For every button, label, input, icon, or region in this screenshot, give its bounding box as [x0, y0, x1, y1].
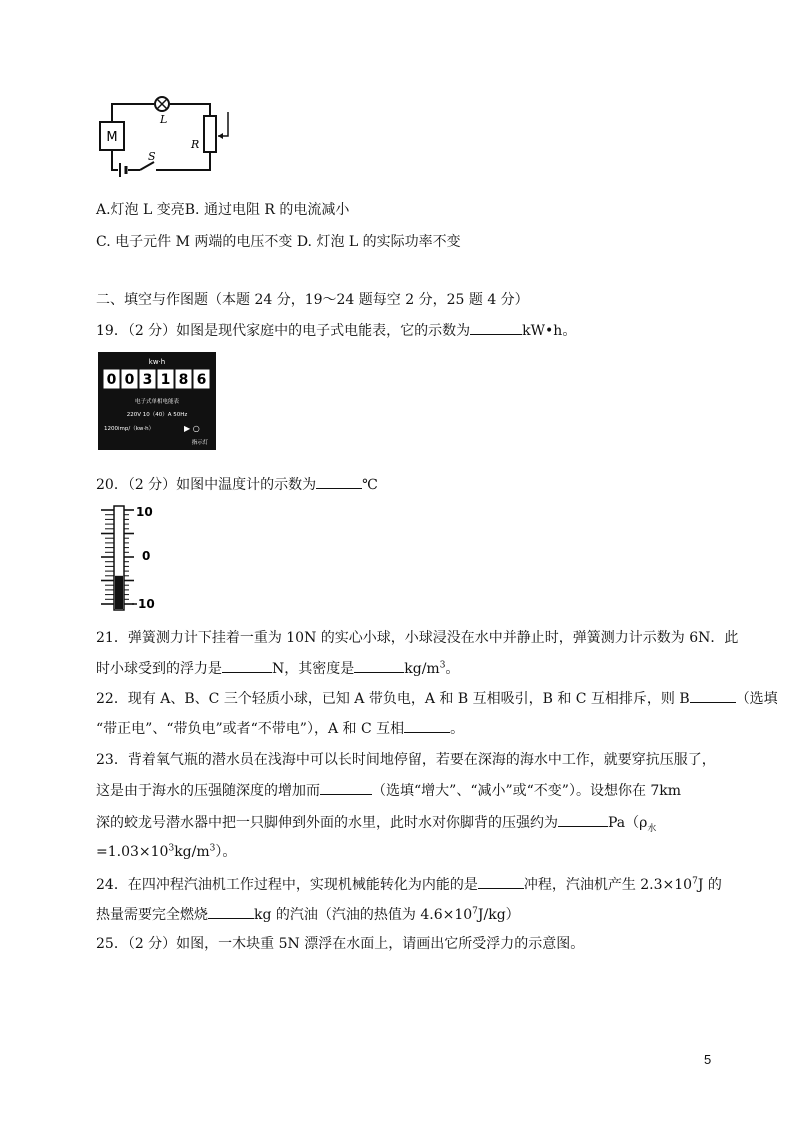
meter-line-2: 220V 10（40）A 50Hz [126, 412, 188, 418]
question-21-line-2 [96, 658, 459, 679]
label-l: L [160, 113, 168, 126]
q22-text-d: 。 [450, 721, 465, 737]
q20-blank [316, 474, 362, 489]
meter-line-3: 1200imp/（kw·h） [104, 426, 155, 432]
label-10: 10 [136, 505, 153, 519]
q23-text-c: 深的蛟龙号潜水器中把一只脚伸到外面的水里，此时水对你脚背的压强约为 [96, 815, 558, 831]
q24-text-e: kg 的汽油（汽油的热值为 4.6×10 [254, 907, 473, 923]
label-minus-10: 10 [138, 597, 155, 611]
circuit-diagram [96, 92, 236, 178]
q19-blank [470, 320, 522, 335]
q23-sup-1: 3 [168, 843, 175, 854]
q20-unit: ℃ [362, 477, 378, 493]
q24-text-c: J 的 [697, 877, 722, 893]
q23-blank-1 [320, 780, 372, 795]
meter-digit: 0 [124, 372, 135, 388]
q22-text-a: 22．现有 A、B、C 三个轻质小球，已知 A 带负电，A 和 B 互相吸引，B 和 C 互相排斥，则 B [96, 691, 690, 707]
rheostat-symbol [204, 116, 216, 152]
section-title: 二、填空与作图题（本题 24 分，19～24 题每空 2 分，25 题 4 分） [96, 292, 529, 308]
q21-text-a: 时小球受到的浮力是 [96, 661, 222, 677]
meter-line-4: 指示灯 [191, 440, 209, 446]
question-19 [96, 320, 576, 341]
q18-option-b: B. 通过电阻 R 的电流减小 [184, 202, 350, 218]
label-0: 0 [142, 549, 151, 563]
question-21-line-1: 21．弹簧测力计下挂着一重为 10N 的实心小球，小球浸没在水中并静止时，弹簧测力计示数为 6N．此 [96, 630, 739, 646]
question-22-line-2 [96, 718, 464, 739]
q24-sup-1: 7 [692, 876, 698, 887]
question-20 [96, 474, 378, 495]
q22-blank-2 [404, 718, 450, 733]
q18-option-c: C. 电子元件 M 两端的电压不变 [96, 234, 293, 250]
q21-text-e: 。 [445, 661, 460, 677]
q18-options-ab [96, 200, 349, 220]
q22-text-c: “带正电”、“带负电”或者“不带电”），A 和 C 互相 [96, 721, 405, 737]
q22-blank-1 [690, 688, 736, 703]
question-23-line-1: 23．背着氧气瓶的潜水员在浅海中可以长时间地停留，若要在深海的海水中工作，就要穿抗压服了， [96, 752, 716, 768]
q19-unit: kW•h。 [522, 323, 577, 339]
q19-text: 19．（2 分）如图是现代家庭中的电子式电能表，它的示数为 [96, 323, 471, 339]
label-s: S [148, 150, 156, 163]
q24-sup-2: 7 [472, 906, 478, 917]
q21-text-c: kg/m [404, 661, 440, 677]
meter-digit-display [103, 369, 210, 389]
q24-blank-1 [478, 874, 524, 889]
q24-text-a: 24．在四冲程汽油机工作过程中，实现机械能转化为内能的是 [96, 877, 478, 893]
q23-text-e: =1.03×10 [96, 844, 169, 860]
question-22-line-1 [96, 688, 778, 709]
question-23-line-4 [96, 842, 236, 862]
label-r: R [191, 138, 200, 151]
q23-text-b: （选填“增大”、“减小”或“不变”）。设想你在 7km [372, 783, 682, 799]
q24-text-b: 冲程，汽油机产生 2.3×10 [523, 877, 693, 893]
q21-blank-1 [222, 658, 272, 673]
q23-text-a: 这是由于海水的压强随深度的增加而 [96, 783, 320, 799]
q21-blank-2 [354, 658, 404, 673]
question-23-line-2 [96, 780, 681, 801]
q24-text-f: J/kg） [477, 907, 520, 923]
q20-text: 20．（2 分）如图中温度计的示数为 [96, 477, 317, 493]
q23-blank-2 [558, 812, 608, 827]
q24-text-d: 热量需要完全燃烧 [96, 907, 208, 923]
meter-digit: 6 [196, 372, 207, 388]
meter-digit: 8 [178, 372, 189, 388]
question-24-line-1 [96, 874, 722, 895]
meter-line-1: 电子式单相电能表 [134, 399, 180, 405]
meter-indicator: ▶ ○ [184, 424, 200, 433]
meter-digit: 1 [160, 372, 171, 388]
q18-option-d: D. 灯泡 L 的实际功率不变 [296, 234, 461, 250]
q23-text-g: ）。 [215, 844, 237, 860]
label-m: M [106, 130, 118, 145]
q21-text-b: N，其密度是 [272, 661, 355, 677]
meter-digit: 0 [106, 372, 117, 388]
q23-text-f: kg/m [174, 844, 210, 860]
energy-meter [96, 350, 218, 452]
meter-unit-label: kw·h [148, 358, 166, 366]
q23-sup-2: 3 [209, 843, 216, 854]
q23-subscript: 水 [647, 823, 657, 834]
thermometer [96, 500, 176, 614]
q18-options-cd [96, 232, 461, 252]
q23-text-d: Pa（ρ [608, 815, 648, 831]
question-24-line-2 [96, 904, 520, 925]
q22-text-b: （选填 [735, 691, 778, 707]
page-number: 5 [704, 1052, 712, 1067]
question-25: 25．（2 分）如图，一木块重 5N 漂浮在水面上，请画出它所受浮力的示意图。 [96, 936, 585, 952]
q24-blank-2 [208, 904, 254, 919]
q21-superscript: 3 [439, 660, 446, 671]
meter-digit: 3 [142, 372, 153, 388]
q18-option-a: A.灯泡 L 变亮 [96, 202, 185, 218]
question-23-line-3 [96, 812, 656, 833]
mercury-column [115, 576, 123, 609]
